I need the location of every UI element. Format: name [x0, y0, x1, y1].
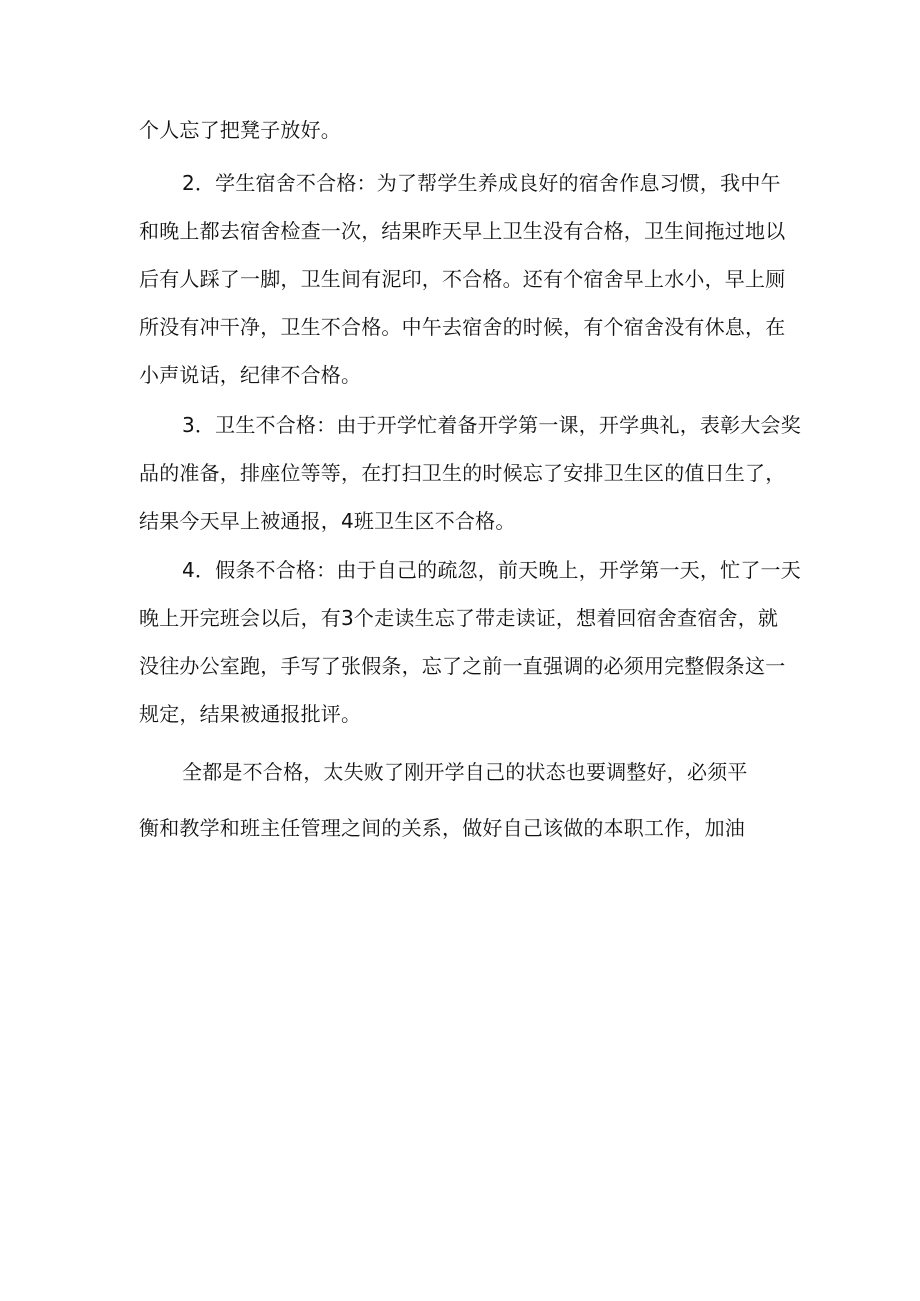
text-line-11: 晚上开完班会以后，有3个走读生忘了带走读证，想着回宿舍查宿舍，就: [139, 606, 779, 630]
text-line-3: 和晚上都去宿舍检查一次，结果昨天早上卫生没有合格，卫生间拖过地以: [139, 219, 786, 243]
text-line-9: 结果今天早上被通报，4班卫生区不合格。: [139, 509, 516, 533]
text-line-6: 小声说话，纪律不合格。: [139, 363, 362, 387]
text-line-8: 品的准备，排座位等等，在打扫卫生的时候忘了安排卫生区的值日生了，: [139, 461, 786, 485]
text-line-14: 全都是不合格，太失败了刚开学自己的状态也要调整好，必须平: [182, 760, 748, 784]
text-line-2: 2．学生宿舍不合格：为了帮学生养成良好的宿舍作息习惯，我中午: [182, 171, 781, 195]
text-line-10: 4．假条不合格：由于自己的疏忽，前天晚上，开学第一天，忙了一天: [182, 558, 801, 582]
text-line-13: 规定，结果被通报批评。: [139, 702, 362, 726]
text-line-1: 个人忘了把凳子放好。: [139, 118, 341, 142]
text-line-15: 衡和教学和班主任管理之间的关系，做好自己该做的本职工作，加油: [139, 816, 745, 840]
text-line-7: 3．卫生不合格：由于开学忙着备开学第一课，开学典礼，表彰大会奖: [182, 413, 801, 437]
text-line-5: 所没有冲干净，卫生不合格。中午去宿舍的时候，有个宿舍没有休息，在: [139, 315, 786, 339]
text-line-12: 没往办公室跑，手写了张假条，忘了之前一直强调的必须用完整假条这一: [139, 654, 786, 678]
text-line-4: 后有人踩了一脚，卫生间有泥印，不合格。还有个宿舍早上水小，早上厕: [139, 267, 786, 291]
